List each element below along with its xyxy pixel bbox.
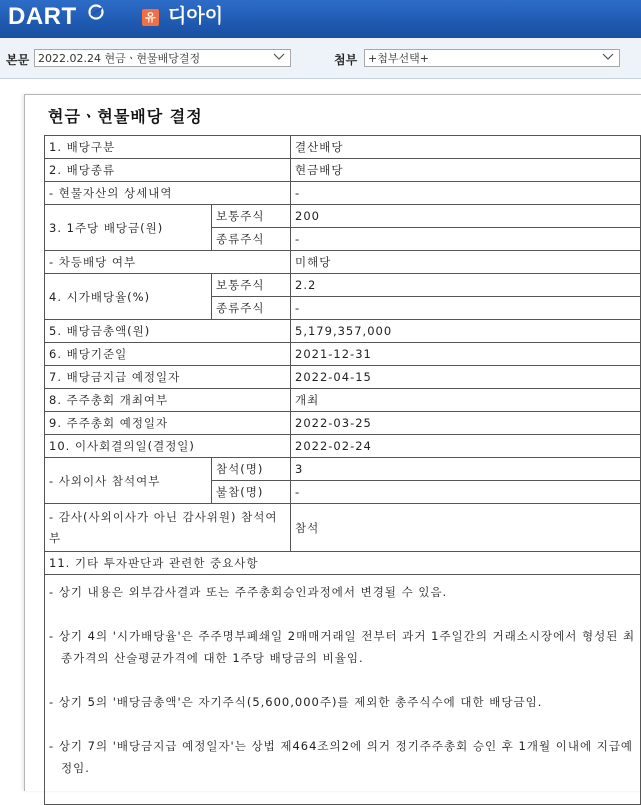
- table-row: [45, 182, 641, 205]
- logo-swoosh-icon: [88, 4, 104, 20]
- table-row: [45, 205, 641, 228]
- dividend-table: [44, 135, 641, 805]
- row-label: 10. 이사회결의일(결정일): [45, 435, 291, 458]
- row-value: 2022-03-25: [291, 412, 641, 435]
- document-title: 현금ㆍ현물배당 결정: [48, 107, 203, 126]
- row-label: 9. 주주총회 예정일자: [45, 412, 291, 435]
- sub-label: 보통주식: [212, 274, 291, 297]
- report-select-label: 본문: [6, 53, 30, 67]
- row-value: -: [291, 481, 641, 504]
- table-row: [45, 159, 641, 182]
- sub-label: 참석(명): [212, 458, 291, 481]
- row-value: 5,179,357,000: [291, 320, 641, 343]
- row-label: 8. 주주총회 개최여부: [45, 389, 291, 412]
- row-value: 개최: [291, 389, 641, 412]
- sub-label: 종류주식: [212, 297, 291, 320]
- row-label: 5. 배당금총액(원): [45, 320, 291, 343]
- table-row: [45, 435, 641, 458]
- table-row: [45, 343, 641, 366]
- table-row: [45, 458, 641, 481]
- row-label: 3. 1주당 배당금(원): [45, 205, 212, 251]
- row-label: 6. 배당기준일: [45, 343, 291, 366]
- sub-label: 종류주식: [212, 228, 291, 251]
- row-value: 참석: [291, 504, 641, 552]
- notes-cell: [45, 575, 641, 805]
- table-row: [45, 136, 641, 159]
- market-badge: 유: [142, 9, 159, 26]
- table-row: [45, 251, 641, 274]
- attach-select-value: +첨부선택+: [368, 52, 429, 65]
- chevron-down-icon: [273, 53, 285, 61]
- sub-label: 불참(명): [212, 481, 291, 504]
- note-item: - 상기 4의 '시가배당율'은 주주명부폐쇄일 2매매거래일 전부터 과거 1주일간의 거래소시장에서 형성된 최종가격의 산술평균가격에 대한 1주당 배당금의 비율임.: [49, 629, 636, 665]
- row-label: 4. 시가배당율(%): [45, 274, 212, 320]
- row-label: 2. 배당종류: [45, 159, 291, 182]
- row-value: 2022-04-15: [291, 366, 641, 389]
- app-header: [0, 0, 641, 38]
- table-row: [45, 575, 641, 805]
- row-value: 2021-12-31: [291, 343, 641, 366]
- row-label: - 감사(사외이사가 아닌 감사위원) 참석여부: [45, 504, 291, 552]
- attach-select-label: 첨부: [334, 53, 358, 67]
- table-row: [45, 320, 641, 343]
- table-row: [45, 389, 641, 412]
- row-value: 결산배당: [291, 136, 641, 159]
- note-item: - 상기 5의 '배당금총액'은 자기주식(5,600,000주)를 제외한 총주식수에 대한 배당금임.: [49, 695, 543, 709]
- row-value: -: [291, 182, 641, 205]
- report-select-value: 2022.02.24 현금ㆍ현물배당결정: [38, 52, 201, 65]
- report-select[interactable]: [34, 49, 291, 67]
- row-label: 7. 배당금지급 예정일자: [45, 366, 291, 389]
- note-item: - 상기 내용은 외부감사결과 또는 주주총회승인과정에서 변경될 수 있음.: [49, 585, 448, 599]
- row-value: 200: [291, 205, 641, 228]
- sub-label: 보통주식: [212, 205, 291, 228]
- row-value: 현금배당: [291, 159, 641, 182]
- table-row: [45, 274, 641, 297]
- row-label: - 차등배당 여부: [45, 251, 291, 274]
- row-label: 1. 배당구분: [45, 136, 291, 159]
- chevron-down-icon: [602, 53, 614, 61]
- row-value: 2022-02-24: [291, 435, 641, 458]
- row-value: 2.2: [291, 274, 641, 297]
- report-toolbar: [0, 38, 641, 79]
- table-row: [45, 366, 641, 389]
- table-row: [45, 552, 641, 575]
- note-item: - 상기 7의 '배당금지급 예정일자'는 상법 제464조의2에 의거 정기주주총회 승인 후 1개월 이내에 지급예정임.: [49, 739, 634, 775]
- row-value: 3: [291, 458, 641, 481]
- attach-select[interactable]: [364, 49, 620, 67]
- dart-logo[interactable]: DART: [8, 3, 77, 30]
- row-value: -: [291, 228, 641, 251]
- table-row: [45, 504, 641, 552]
- row-label: - 현물자산의 상세내역: [45, 182, 291, 205]
- row-label: 11. 기타 투자판단과 관련한 중요사항: [45, 552, 641, 575]
- row-value: -: [291, 297, 641, 320]
- company-name: 디아이: [168, 5, 224, 27]
- table-row: [45, 412, 641, 435]
- row-label: - 사외이사 참석여부: [45, 458, 212, 504]
- row-value: 미해당: [291, 251, 641, 274]
